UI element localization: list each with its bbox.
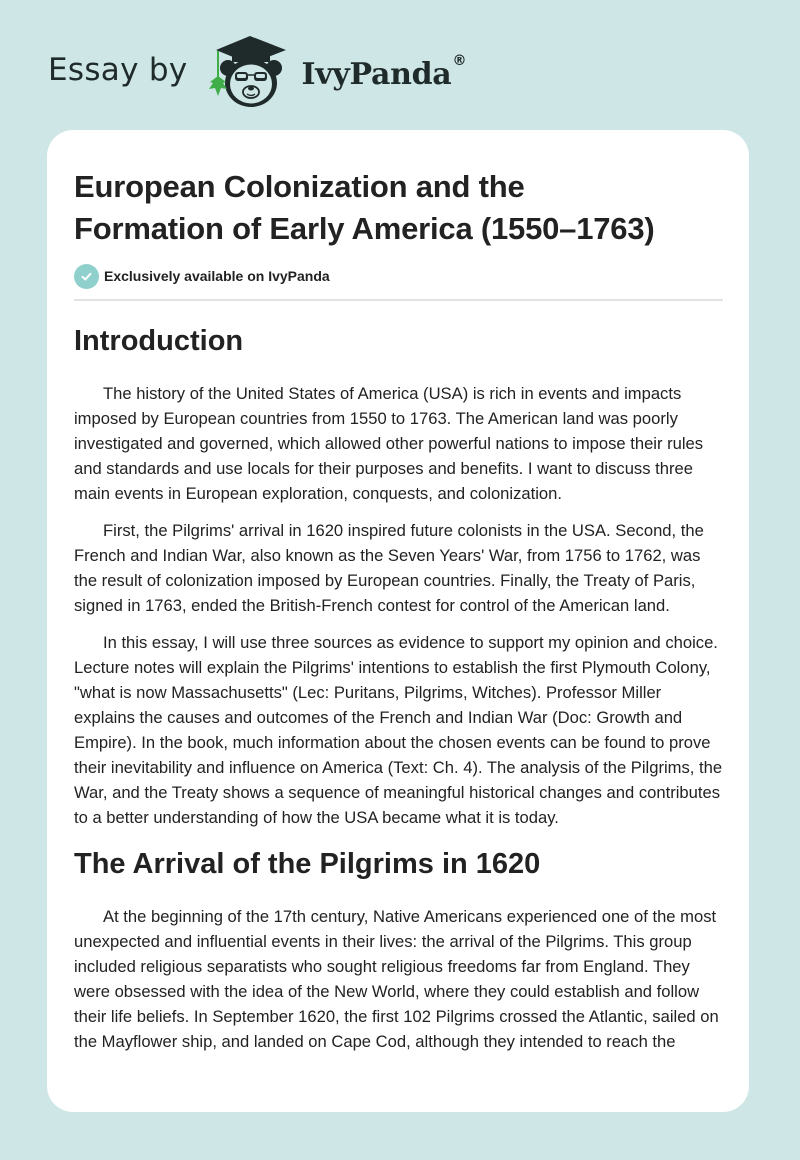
essay-title [74, 166, 722, 250]
section-heading: Introduction [74, 325, 244, 357]
paragraph: At the beginning of the 17th century, Native Americans experienced one of the most unexpected and influential events in their lives: the arrival of the Pilgrims. This group included religious separatists who sought religious freedoms far from England. They were obsessed with the idea of the New World, where they could establish and follow their life beliefs. In September 1620, the first 102 Pilgrims crossed the Atlantic, sailed on the Mayflower ship, and landed on Cape Cod, although they intended to reach the [74, 907, 719, 1051]
check-circle-icon [74, 264, 99, 289]
title-line-1: European Colonization and the [74, 169, 525, 204]
paragraph: The history of the United States of America (USA) is rich in events and impacts imposed by European countries from 1550 to 1763. The American land was poorly investigated and governed, which allowed other powerful nations to impose their rules and standards and use locals for their purposes and benefits. I want to discuss three main events in European exploration, conquests, and colonization. [74, 384, 704, 503]
section-introduction [74, 323, 722, 830]
brand-name: IvyPanda® [301, 52, 467, 92]
registered-mark: ® [452, 52, 467, 69]
paragraph: First, the Pilgrims' arrival in 1620 inspired future colonists in the USA. Second, the French and Indian War, also known as the Seven Years' War, from 1756 to 1762, was the result of colonization imposed by European countries. Finally, the Treaty of Paris, signed in 1763, ended the British-French contest for control of the American land. [74, 521, 704, 615]
exclusive-label: Exclusively available on IvyPanda [104, 268, 330, 284]
paragraph: In this essay, I will use three sources as evidence to support my opinion and choice. Lecture notes will explain the Pilgrims' intentions to establish the first Plymouth Colony, "what is now Massachusetts" (Lec: Puritans, Pilgrims, Witches). Professor Miller explains the causes and outcomes of the French and Indian War (Doc: Growth and Empire). In the book, much information about the chosen events can be found to prove their inevitability and influence on America (Text: Ch. 4). The analysis of the Pilgrims, the War, and the Treaty shows a sequence of meaningful historical changes and contributes to a better understanding of how the USA became what it is today. [74, 633, 723, 827]
panda-graduate-logo-icon [206, 34, 296, 110]
title-divider [74, 299, 723, 301]
site-header-brand[interactable] [48, 34, 466, 110]
title-line-2: Formation of Early America (1550–1763) [74, 211, 655, 246]
essay-card [47, 130, 749, 1112]
section-arrival-of-pilgrims [74, 846, 722, 1054]
exclusive-notice [74, 263, 722, 289]
essay-by-label: Essay by [48, 52, 188, 88]
section-heading: The Arrival of the Pilgrims in 1620 [74, 848, 541, 880]
